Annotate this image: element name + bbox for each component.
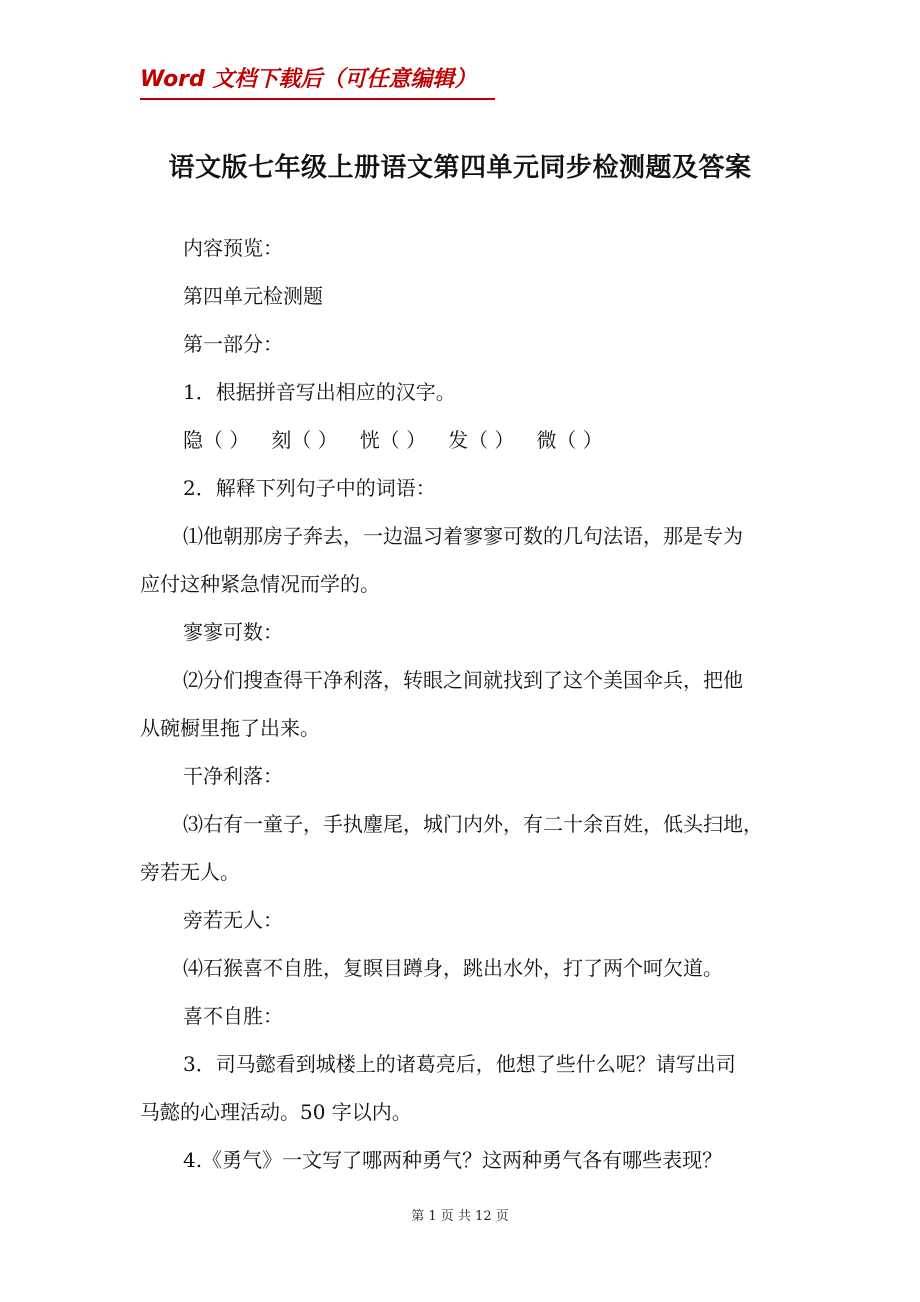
question-2-1-line2: 应付这种紧急情况而学的。 <box>140 572 380 596</box>
header-text: Word 文档下载后（可任意编辑） <box>140 67 477 92</box>
blank-item: 微（ ） <box>536 428 603 452</box>
question-2-4-term: 喜不自胜： <box>183 1004 283 1028</box>
question-2-2-line2: 从碗橱里拖了出来。 <box>140 716 320 740</box>
unit-test-heading: 第四单元检测题 <box>183 284 323 308</box>
blank-item: 发（ ） <box>448 428 515 452</box>
blank-item: 隐（ ） <box>183 428 250 452</box>
question-2-3-term: 旁若无人： <box>183 908 283 932</box>
question-2-3-line2: 旁若无人。 <box>140 860 240 884</box>
question-2-1-line1: ⑴他朝那房子奔去，一边温习着寥寥可数的几句法语，那是专为 <box>183 524 743 548</box>
document-body <box>140 224 790 1184</box>
question-2-1-term: 寥寥可数： <box>183 620 283 644</box>
question-2-3-line1: ⑶右有一童子，手执麈尾，城门内外，有二十余百姓，低头扫地， <box>183 812 763 836</box>
page-footer: 第 1 页 共 12 页 <box>411 1209 509 1224</box>
question-2: 2．解释下列句子中的词语： <box>183 476 436 500</box>
question-4: 4.《勇气》一文写了哪两种勇气？这两种勇气各有哪些表现？ <box>183 1148 723 1172</box>
document-header <box>140 62 495 100</box>
question-1-blanks <box>140 416 790 464</box>
part-one-heading: 第一部分： <box>183 332 283 356</box>
question-2-4-line1: ⑷石猴喜不自胜，复瞑目蹲身，跳出水外，打了两个呵欠道。 <box>183 956 723 980</box>
document-title: 语文版七年级上册语文第四单元同步检测题及答案 <box>168 153 752 183</box>
preview-label: 内容预览： <box>183 236 283 260</box>
blank-item: 恍（ ） <box>359 428 427 452</box>
question-2-2-line1: ⑵分们搜查得干净利落，转眼之间就找到了这个美国伞兵，把他 <box>183 668 743 692</box>
question-1: 1．根据拼音写出相应的汉字。 <box>183 380 456 404</box>
blank-item: 刻（ ） <box>271 428 338 452</box>
question-2-2-term: 干净利落： <box>183 764 283 788</box>
question-3-line2: 马懿的心理活动。50 字以内。 <box>140 1100 412 1124</box>
question-3-line1: 3．司马懿看到城楼上的诸葛亮后，他想了些什么呢？请写出司 <box>183 1052 736 1076</box>
